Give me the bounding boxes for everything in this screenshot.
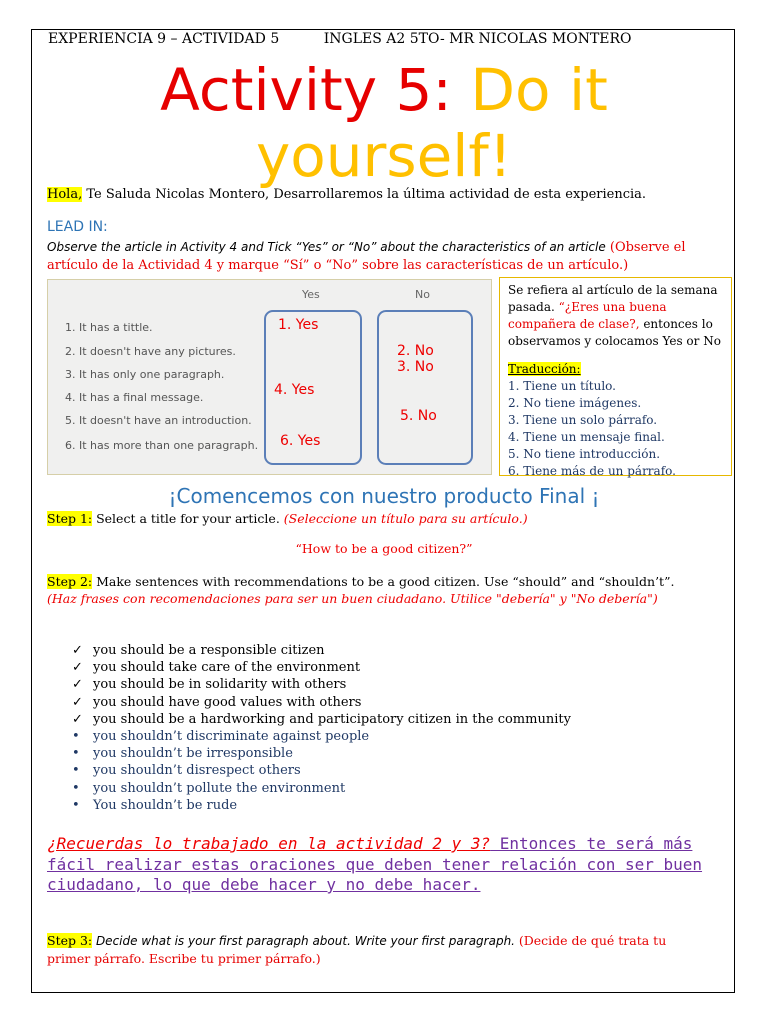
checklist-item: 2. It doesn't have any pictures. — [65, 345, 236, 358]
yes-column-header: Yes — [302, 288, 320, 301]
step-1-label: Step 1: — [47, 511, 93, 526]
checklist-item: 1. It has a tittle. — [65, 321, 153, 334]
lead-in-spanish: (Observe el artículo de la Actividad 4 y marque “Sí” o “No” sobre las características de un artículo.) — [47, 240, 686, 273]
bullet-icon: • — [72, 729, 80, 745]
step-2-label: Step 2: — [47, 574, 93, 589]
reminder-question: ¿Recuerdas lo trabajado en la actividad 2 y 3? — [47, 834, 491, 853]
bullet-icon: • — [72, 763, 80, 779]
final-product-heading: ¡Comencemos con nuestro producto Final ¡ — [168, 484, 600, 508]
list-item: • you shouldn’t discriminate against people — [72, 729, 370, 745]
lead-in-english: Observe the article in Activity 4 and Tick “Yes” or “No” about the characteristics of an article — [47, 240, 606, 254]
bullet-icon: • — [72, 797, 80, 813]
translation-label: Traducción: — [508, 362, 581, 376]
checklist-image — [47, 279, 492, 475]
no-column-header: No — [415, 288, 430, 301]
title-yourself: yourself! — [255, 122, 513, 190]
header-right: INGLES A2 5TO- MR NICOLAS MONTERO — [323, 31, 632, 47]
check-icon: ✓ — [72, 677, 83, 693]
step-2-text: Make sentences with recommendations to be a good citizen. Use “should” and “shouldn’t”. — [92, 574, 675, 589]
checklist-item: 5. It doesn't have an introduction. — [65, 414, 252, 427]
checklist-item: 3. It has only one paragraph. — [65, 368, 225, 381]
intro-text: Te Saluda Nicolas Montero, Desarrollaremos la última actividad de esta experiencia. — [82, 187, 647, 202]
title-activity: Activity 5: — [160, 56, 452, 124]
lead-in-label: LEAD IN: — [47, 219, 108, 235]
translation-item: 4. Tiene un mensaje final. — [508, 430, 665, 444]
check-icon: ✓ — [72, 694, 83, 710]
intro — [47, 187, 646, 202]
check-icon: ✓ — [72, 711, 83, 727]
check-icon: ✓ — [72, 660, 83, 676]
lead-in-instructions — [47, 238, 727, 275]
step-1-spanish: (Seleccione un título para su artículo.) — [283, 511, 528, 526]
header-left: EXPERIENCIA 9 – ACTIVIDAD 5 — [48, 31, 280, 47]
list-item: • you shouldn’t be irresponsible — [72, 746, 293, 762]
list-item: • you shouldn’t disrespect others — [72, 763, 301, 779]
answer-1: 1. Yes — [278, 317, 319, 333]
explanation-intro: Se refiera al artículo de la semana pasada. — [508, 283, 718, 314]
bullet-icon: • — [72, 746, 80, 762]
list-item: ✓ you should take care of the environment — [72, 660, 361, 676]
recommendations-list — [72, 642, 571, 814]
translation-item: 1. Tiene un título. — [508, 379, 616, 393]
answer-4: 4. Yes — [274, 382, 315, 398]
translation-item: 5. No tiene introducción. — [508, 447, 661, 461]
explanation-text — [508, 282, 723, 350]
answer-6: 6. Yes — [280, 433, 321, 449]
no-answer-box — [377, 310, 473, 465]
reminder-note — [47, 834, 727, 896]
bullet-icon: • — [72, 780, 80, 796]
step-3-label: Step 3: — [47, 933, 93, 948]
step-2 — [47, 573, 687, 607]
step-1 — [47, 510, 528, 527]
step-3-spanish: (Decide de qué trata tu primer párrafo. Escribe tu primer párrafo.) — [47, 933, 667, 966]
list-item: ✓ you should be in solidarity with others — [72, 677, 347, 693]
list-item: ✓ you should be a responsible citizen — [72, 643, 325, 658]
checklist-item: 4. It has a final message. — [65, 391, 204, 404]
checklist-item: 6. It has more than one paragraph. — [65, 439, 259, 452]
answer-2: 2. No — [397, 343, 434, 359]
list-item: ✓ you should be a hardworking and participatory citizen in the community — [72, 711, 571, 727]
explanation-outro: entonces lo observamos y colocamos Yes or No — [508, 317, 721, 348]
header — [48, 31, 632, 47]
translation-item: 6. Tiene más de un párrafo. — [508, 464, 676, 478]
step-2-spanish: (Haz frases con recomendaciones para ser un buen ciudadano. Utilice "debería" y "No debería") — [47, 591, 658, 606]
title-do-it: Do it — [470, 56, 608, 124]
explanation-box — [499, 277, 732, 476]
reminder-text: Entonces te será más fácil realizar estas oraciones que deben tener relación con ser buen ciudadano, lo que debe hacer y no debe hacer. — [47, 834, 703, 894]
translation-item: 2. No tiene imágenes. — [508, 396, 642, 410]
step-3-text: Decide what is your first paragraph about. Write your first paragraph. — [92, 934, 519, 948]
explanation-quote: “¿Eres una buena compañera de clase?, — [508, 300, 667, 331]
page-title — [0, 57, 768, 123]
step-1-text: Select a title for your article. — [92, 511, 284, 526]
answer-5: 5. No — [400, 408, 437, 424]
answer-3: 3. No — [397, 359, 434, 375]
intro-hola: Hola, — [47, 187, 83, 202]
step-3 — [47, 932, 707, 967]
list-item: • you shouldn’t pollute the environment — [72, 780, 346, 796]
translation-item: 3. Tiene un solo párrafo. — [508, 413, 658, 427]
article-title: “How to be a good citizen?” — [295, 541, 473, 556]
list-item: • You shouldn’t be rude — [72, 797, 238, 813]
list-item: ✓ you should have good values with others — [72, 694, 362, 710]
check-icon: ✓ — [72, 643, 83, 658]
